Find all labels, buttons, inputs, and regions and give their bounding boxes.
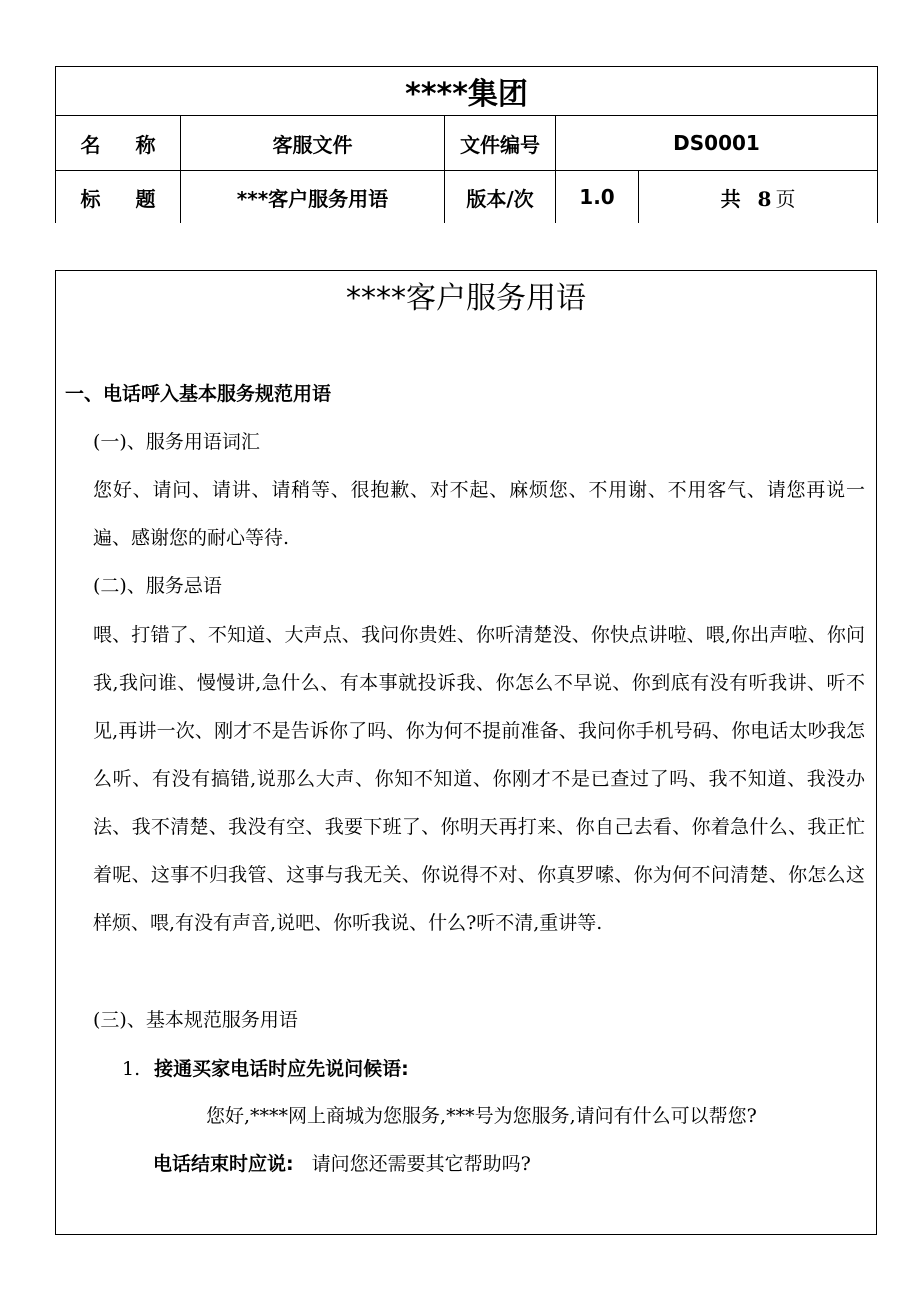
greeting-text: 您好,****网上商城为您服务,***号为您服务,请问有什么可以帮您? [206, 1105, 757, 1127]
section-heading: 一、电话呼入基本服务规范用语 [65, 383, 332, 405]
subject-label: 标 题 [56, 171, 181, 224]
taboo-paragraph: 喂、打错了、不知道、大声点、我问你贵姓、你听清楚没、你快点讲啦、喂,你出声啦、你问我,我问谁、慢慢讲,急什么、有本事就投诉我、你怎么不早说、你到底有没有听我讲、听不见,再讲一次、刚才不是告诉你了吗、你为何不提前准备、我问你手机号码、你电话太吵我怎么听、有没有搞错,说那么大声、你知不知道、你刚才不是已查过了吗、我不知道、我没办法、我不清楚、我没有空、我要下班了、你明天再打来、你自己去看、你着急什么、我正忙着呢、这事不归我管、这事与我无关、你说得不对、你真罗嗦、你为何不问清楚、你怎么这样烦、喂,有没有声音,说吧、你听我说、什么?听不清,重讲等. [93, 624, 865, 934]
closing-text: 请问您还需要其它帮助吗? [311, 1153, 531, 1175]
company-title: ****集团 [56, 67, 878, 116]
version-value: 1.0 [556, 171, 639, 224]
vocabulary-paragraph: 您好、请问、请讲、请稍等、很抱歉、对不起、麻烦您、不用谢、不用客气、请您再说一遍、感谢您的耐心等待. [93, 479, 865, 549]
list-item-number: 1. [122, 1058, 141, 1080]
page-count-suffix: 页 [775, 186, 796, 211]
page-count-prefix: 共 [720, 186, 741, 211]
list-item [122, 1056, 409, 1082]
list-item-text: 接通买家电话时应先说问候语: [154, 1058, 409, 1080]
subsection-vocabulary-heading: (一)、服务用语词汇 [93, 431, 260, 453]
subsection-standard-heading: (三)、基本规范服务用语 [93, 1009, 298, 1031]
subject-value: ***客户服务用语 [181, 171, 445, 224]
closing-label: 电话结束时应说: [153, 1153, 294, 1175]
version-label: 版本/次 [445, 171, 556, 224]
page-count [639, 171, 878, 224]
name-value: 客服文件 [181, 116, 445, 171]
document-body [55, 270, 877, 1235]
document-header-table [55, 66, 878, 223]
doc-number-value: DS0001 [556, 116, 878, 171]
name-label: 名 称 [56, 116, 181, 171]
closing-line [153, 1151, 531, 1177]
page-count-number: 8 [757, 186, 772, 211]
doc-number-label: 文件编号 [445, 116, 556, 171]
subsection-taboo-heading: (二)、服务忌语 [93, 575, 222, 597]
document-title: ****客户服务用语 [346, 281, 586, 316]
